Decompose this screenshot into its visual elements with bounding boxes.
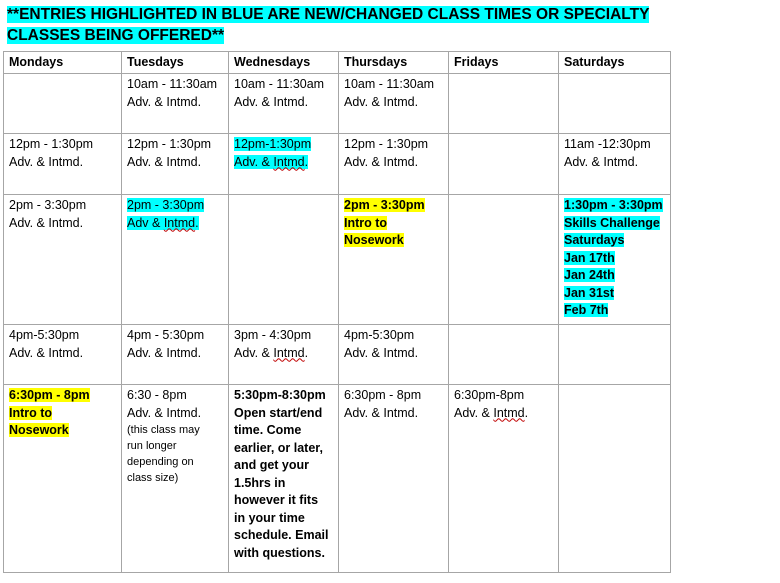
- class-level: [234, 345, 333, 363]
- class-title-line: Nosework: [9, 423, 69, 437]
- class-time: 2pm - 3:30pm: [344, 198, 425, 212]
- schedule-cell: [339, 325, 449, 385]
- level-prefix: Adv &: [127, 215, 164, 230]
- level-suffix: .: [524, 405, 529, 420]
- class-time: 6:30pm - 8pm: [9, 388, 90, 402]
- class-level: Adv. & Intmd.: [127, 94, 202, 109]
- schedule-cell-empty: [4, 74, 122, 134]
- class-detail-line: Skills Challenge: [564, 215, 660, 230]
- class-time: 12pm - 1:30pm: [127, 137, 212, 151]
- class-time: 4pm - 5:30pm: [127, 328, 205, 342]
- class-level: Adv. & Intmd.: [127, 405, 202, 420]
- class-time: 11am -12:30pm: [564, 137, 651, 151]
- schedule-cell-empty: [559, 385, 671, 573]
- schedule-cell-highlighted: [122, 195, 229, 325]
- table-row: [4, 325, 671, 385]
- class-time: 2pm - 3:30pm: [9, 198, 87, 212]
- class-time: 12pm - 1:30pm: [344, 137, 429, 151]
- class-time: 1:30pm - 3:30pm: [564, 198, 663, 212]
- class-time: 5:30pm-8:30pm: [234, 388, 326, 402]
- class-detail-line: 1.5hrs in: [234, 475, 286, 490]
- schedule-cell: [122, 385, 229, 573]
- class-time: 6:30pm-8pm: [454, 388, 525, 402]
- schedule-cell: [4, 195, 122, 325]
- schedule-cell-highlighted: [559, 195, 671, 325]
- class-note-line: run longer: [127, 440, 177, 452]
- table-row: [4, 195, 671, 325]
- class-detail-line: schedule. Email: [234, 528, 329, 542]
- level-word: Intmd: [273, 154, 305, 169]
- schedule-cell: [339, 74, 449, 134]
- banner-text: **ENTRIES HIGHLIGHTED IN BLUE ARE NEW/CHANGED CLASS TIMES OR SPECIALTY CLASSES BEING OFFERED**: [7, 6, 650, 44]
- schedule-cell: [449, 385, 559, 573]
- class-date: Jan 17th: [564, 250, 615, 265]
- class-detail-line: Saturdays: [564, 233, 625, 247]
- schedule-cell: [122, 134, 229, 195]
- schedule-cell: [122, 74, 229, 134]
- schedule-cell: [229, 385, 339, 573]
- level-word: Intmd: [493, 405, 525, 420]
- level-suffix: .: [304, 154, 309, 169]
- class-schedule-table: [3, 51, 671, 573]
- schedule-cell-empty: [449, 195, 559, 325]
- class-level: Adv. & Intmd.: [564, 154, 639, 169]
- schedule-cell: [339, 134, 449, 195]
- class-level: Adv. & Intmd.: [9, 345, 84, 360]
- schedule-cell-empty: [229, 195, 339, 325]
- announcement-banner: [7, 4, 687, 46]
- schedule-cell: [229, 74, 339, 134]
- day-header-saturday: Saturdays: [559, 52, 671, 74]
- class-detail-line: Open start/end: [234, 405, 323, 420]
- class-time: 3pm - 4:30pm: [234, 328, 312, 342]
- schedule-cell: [122, 325, 229, 385]
- class-note-line: (this class may: [127, 424, 200, 436]
- class-time: 4pm-5:30pm: [9, 328, 80, 342]
- class-level: [454, 405, 553, 423]
- class-level: Adv. & Intmd.: [344, 94, 419, 109]
- class-level: Adv. & Intmd.: [9, 154, 84, 169]
- class-note-line: depending on: [127, 456, 194, 468]
- class-date: Feb 7th: [564, 303, 609, 317]
- class-level: Adv. & Intmd.: [9, 215, 84, 230]
- level-suffix: .: [195, 215, 199, 230]
- class-time: 2pm - 3:30pm: [127, 198, 205, 212]
- class-level: Adv. & Intmd.: [127, 154, 202, 169]
- class-level: Adv. & Intmd.: [344, 154, 419, 169]
- level-prefix: Adv. &: [234, 154, 274, 169]
- header-row: [4, 52, 671, 74]
- schedule-cell-highlighted: [229, 134, 339, 195]
- schedule-cell: [4, 134, 122, 195]
- class-date: Jan 31st: [564, 285, 615, 300]
- class-level: Adv. & Intmd.: [127, 345, 202, 360]
- class-title-line: Intro to: [9, 405, 53, 420]
- class-level: Adv. & Intmd.: [344, 405, 419, 420]
- class-detail-line: in your time: [234, 510, 305, 525]
- level-prefix: Adv. &: [454, 405, 494, 420]
- class-detail-line: earlier, or later,: [234, 440, 323, 455]
- day-header-friday: Fridays: [449, 52, 559, 74]
- class-time: 10am - 11:30am: [344, 77, 435, 91]
- day-header-wednesday: Wednesdays: [229, 52, 339, 74]
- schedule-cell-empty: [449, 325, 559, 385]
- class-level: Adv. & Intmd.: [234, 94, 309, 109]
- level-word: Intmd: [163, 215, 196, 230]
- table-row: [4, 385, 671, 573]
- schedule-cell: [4, 325, 122, 385]
- schedule-cell-empty: [449, 74, 559, 134]
- schedule-cell: [339, 385, 449, 573]
- schedule-cell-yellow: [4, 385, 122, 573]
- schedule-cell-empty: [449, 134, 559, 195]
- class-time: 6:30pm - 8pm: [344, 388, 422, 402]
- class-detail-line: with questions.: [234, 545, 325, 560]
- schedule-cell-yellow: [339, 195, 449, 325]
- table-row: [4, 74, 671, 134]
- class-title-line: Intro to: [344, 215, 388, 230]
- class-level: [127, 216, 199, 230]
- day-header-tuesday: Tuesdays: [122, 52, 229, 74]
- class-time: 6:30 - 8pm: [127, 388, 187, 402]
- class-time: 12pm-1:30pm: [234, 137, 312, 151]
- schedule-cell-empty: [559, 325, 671, 385]
- level-word: Intmd: [273, 345, 305, 360]
- class-detail-line: time. Come: [234, 423, 302, 437]
- class-date: Jan 24th: [564, 268, 615, 282]
- level-suffix: .: [304, 345, 309, 360]
- table-row: [4, 134, 671, 195]
- class-title-line: Nosework: [344, 233, 404, 247]
- class-time: 4pm-5:30pm: [344, 328, 415, 342]
- class-time: 12pm - 1:30pm: [9, 137, 94, 151]
- class-level: Adv. & Intmd.: [344, 345, 419, 360]
- schedule-cell: [559, 134, 671, 195]
- day-header-monday: Mondays: [4, 52, 122, 74]
- class-note-line: class size): [127, 472, 179, 484]
- day-header-thursday: Thursdays: [339, 52, 449, 74]
- class-detail-line: and get your: [234, 458, 310, 472]
- class-detail-line: however it fits: [234, 493, 319, 507]
- level-prefix: Adv. &: [234, 345, 274, 360]
- class-level: [234, 155, 308, 169]
- class-time: 10am - 11:30am: [234, 77, 325, 91]
- schedule-cell: [229, 325, 339, 385]
- class-time: 10am - 11:30am: [127, 77, 218, 91]
- schedule-cell-empty: [559, 74, 671, 134]
